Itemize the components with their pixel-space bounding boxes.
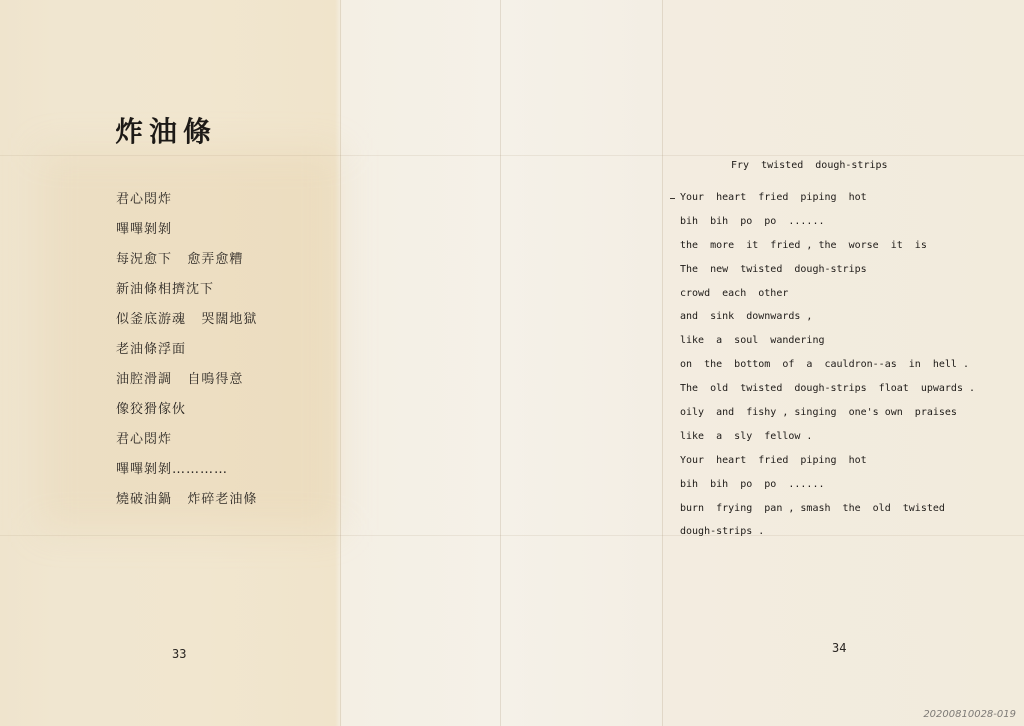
poem-line: 嗶嗶剝剝………… [116, 462, 229, 477]
poem-line: on the bottom of a cauldron--as in hell . [680, 359, 969, 371]
margin-mark [670, 198, 675, 199]
fold-line [340, 0, 341, 726]
poem-line: The old twisted dough-strips float upwards . [680, 383, 976, 395]
poem-body-chinese [116, 189, 257, 519]
poem-line: like a soul wandering [680, 335, 825, 347]
poem-line: The new twisted dough-strips [680, 263, 867, 275]
poem-line: Your heart fried piping hot [680, 192, 867, 203]
poem-title-chinese: 炸油條 [115, 115, 218, 148]
page-number-left: 33 [172, 647, 187, 661]
poem-line: 君心悶炸 [116, 432, 173, 447]
archive-stamp: 20200810028-019 [923, 709, 1016, 720]
poem-line: 像狡猾傢伙 [116, 402, 187, 417]
poem-line: and sink downwards , [680, 311, 813, 323]
page-number-right: 34 [832, 641, 847, 655]
fold-line [662, 0, 663, 726]
poem-line: crowd each other [680, 287, 789, 299]
poem-line: 油腔滑調 自鳴得意 [116, 372, 244, 387]
poem-line: bih bih po po ...... [680, 478, 825, 490]
poem-line: 嗶嗶剝剝 [116, 222, 173, 237]
poem-line: 新油條相擠沈下 [116, 282, 215, 297]
poem-title-english: Fry twisted dough-strips [731, 160, 888, 171]
fold-line [0, 155, 1024, 156]
poem-line: burn frying pan , smash the old twisted [680, 502, 945, 514]
poem-line: Your heart fried piping hot [680, 454, 867, 466]
poem-line: like a sly fellow . [680, 430, 813, 442]
poem-line: 君心悶炸 [116, 192, 173, 207]
poem-line: 燒破油鍋 炸碎老油條 [116, 492, 258, 507]
poem-line: 老油條浮面 [116, 342, 187, 357]
poem-line: bih bih po po ...... [680, 215, 825, 227]
poem-line: oily and fishy , singing one's own praises [680, 407, 957, 419]
poem-line: the more it fried , the worse it is [680, 239, 927, 251]
poem-line: 每況愈下 愈弄愈糟 [116, 252, 244, 267]
poem-line: dough-strips . [680, 526, 765, 538]
fold-line [500, 0, 501, 726]
poem-body-english [680, 189, 975, 547]
poem-line: 似釜底游魂 哭闊地獄 [116, 312, 258, 327]
